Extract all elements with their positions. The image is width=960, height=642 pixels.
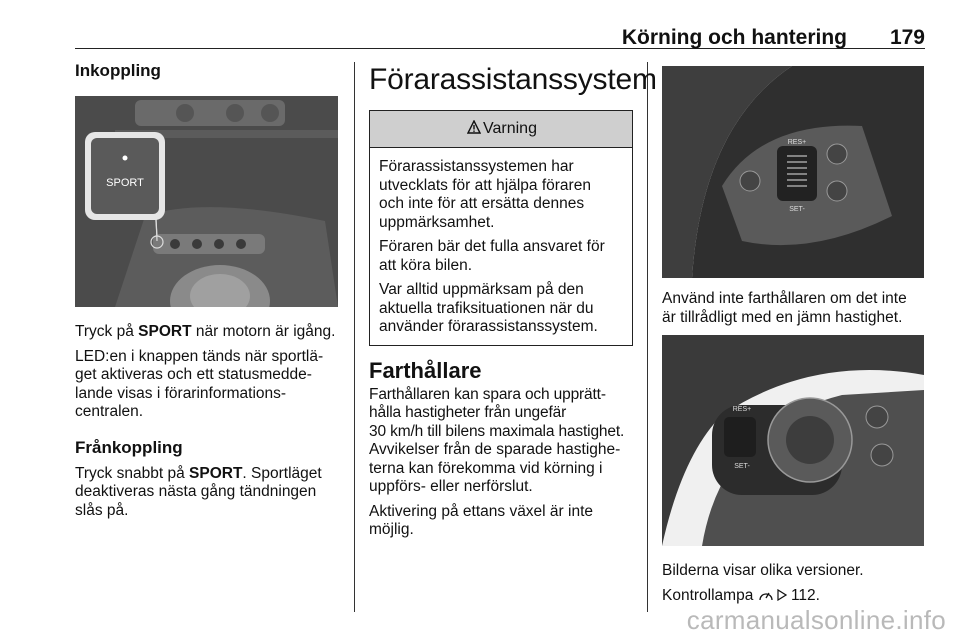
paragraph-press-sport: Tryck på SPORT när motorn är igång. (75, 323, 336, 340)
heading-activation: Inkoppling (75, 61, 161, 80)
console-drawing (75, 96, 338, 307)
steering-wheel-drawing-2 (662, 335, 924, 546)
sport-button-illustration (75, 96, 338, 307)
warning-paragraph: Förarassistanssystemen har utvecklats för att hjälpa föraren och inte för att ersätta dennes uppmärksamhet. (379, 158, 591, 231)
column-middle (369, 62, 657, 540)
sport-button-label: SPORT (106, 177, 144, 189)
steering-wheel-illustration-2 (662, 335, 924, 546)
paragraph-indicator: Kontrollampa 112. (662, 587, 926, 608)
warning-triangle-icon (465, 111, 483, 147)
section-heading-cruise: Farthållare (369, 357, 482, 383)
arrow-icon[interactable] (777, 588, 787, 607)
column-divider (354, 62, 355, 612)
steering-wheel-illustration-1 (662, 66, 924, 278)
warning-label: Varning (483, 120, 537, 137)
column-divider (647, 62, 648, 612)
warning-box (369, 110, 633, 346)
column-right (662, 66, 926, 607)
sport-keyword: SPORT (189, 464, 243, 482)
paragraph-versions: Bilderna visar olika versioner. (662, 562, 864, 579)
warning-paragraph: Föraren bär det fulla ansvaret för att köra bilen. (379, 238, 605, 274)
sport-keyword: SPORT (138, 323, 192, 340)
warning-paragraph: Var alltid uppmärksam på den aktuella trafiksituationen när du använder förarassistanssystem. (379, 281, 598, 335)
svg-text:RES+: RES+ (732, 406, 752, 413)
page-reference[interactable]: 112. (786, 586, 820, 604)
paragraph-deviation: Avvikelser från de sparade hastighe- terna kan förekomma vid körning i uppförs- eller nerförslut. (369, 441, 621, 495)
svg-text:RES+: RES+ (787, 139, 807, 146)
steering-wheel-drawing-1 (662, 66, 924, 278)
paragraph-deactivate: Tryck snabbt på SPORT. Sportläget deaktiveras nästa gång tändningen slås på. (75, 464, 322, 519)
section-title: Körning och hantering (621, 26, 847, 49)
page-number: 179 (889, 26, 925, 49)
warning-header (370, 111, 632, 148)
paragraph-cruise-speeds: Farthållaren kan spara och upprätt- hålla hastigheter från ungefär 30 km/h till bilens maximala hastighet. (369, 385, 625, 440)
svg-text:SET-: SET- (789, 206, 805, 213)
page-header (75, 26, 925, 49)
column-left (75, 60, 343, 520)
watermark: carmanualsonline.info (686, 605, 946, 635)
paragraph-first-gear: Aktivering på ettans växel är inte möjlig. (369, 502, 594, 538)
warning-body (370, 148, 632, 345)
page-title: Förarassistanssystem (369, 63, 657, 96)
heading-deactivation: Frånkoppling (75, 437, 183, 457)
paragraph-led: LED:en i knappen tänds när sportlä- get aktiveras och ett statusmedde- lande visas i förarinformations- centralen. (75, 347, 324, 420)
svg-text:SET-: SET- (734, 463, 750, 470)
paragraph-not-advisable: Använd inte farthållaren om det inte är tillrådligt med en jämn hastighet. (662, 290, 907, 326)
